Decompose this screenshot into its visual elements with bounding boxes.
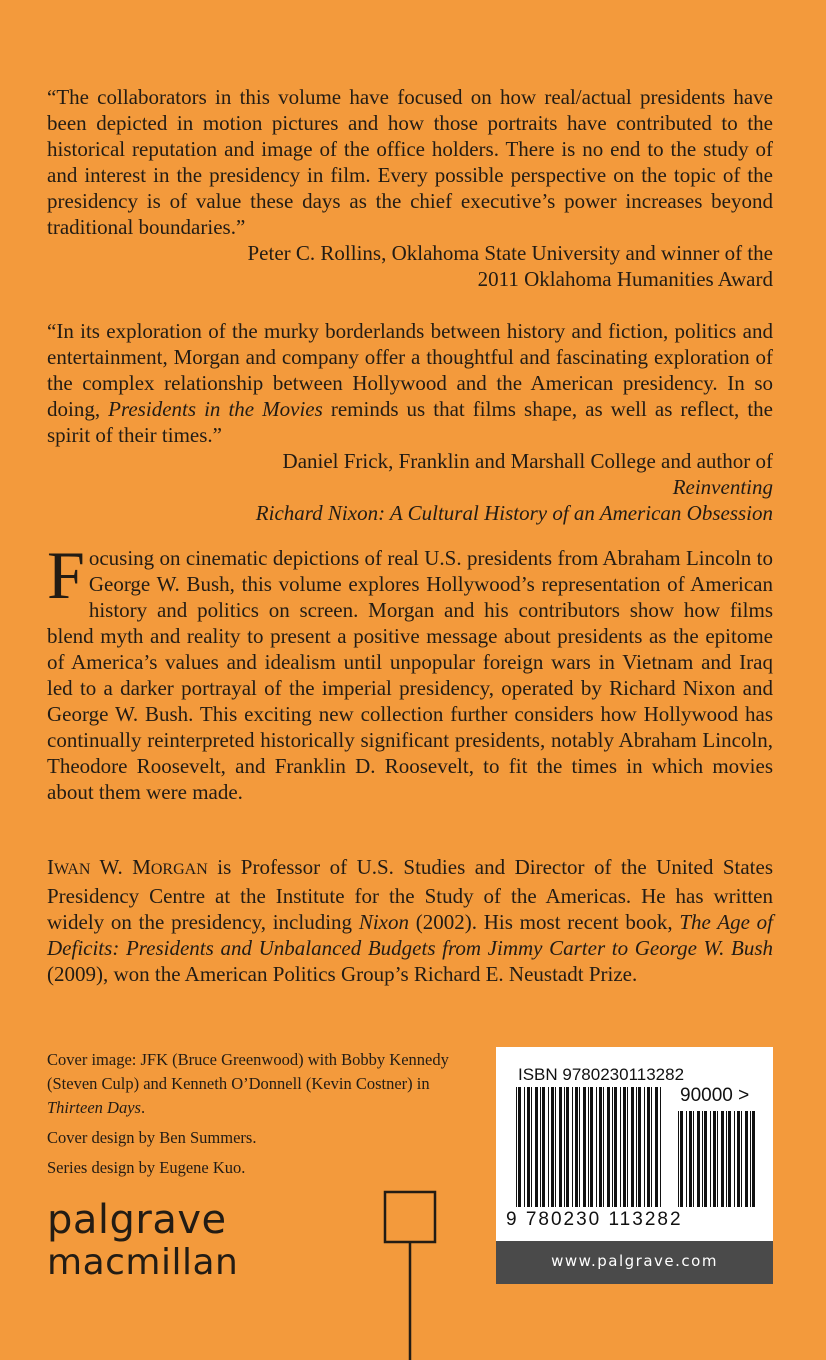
quote-1-attribution-line-1: Peter C. Rollins, Oklahoma State University and winner of the [247,241,773,265]
isbn-label: ISBN 9780230113282 [518,1065,685,1084]
author-name [47,855,208,879]
author-name-organ: ORGAN [150,861,208,878]
cover-image-credit-text: Cover image: JFK (Bruce Greenwood) with Bobby Kennedy (Steven Culp) and Kenneth O’Donnell (Kevin Costner) in [47,1050,449,1093]
cover-image-credit-end: . [140,1098,146,1117]
endorsement-quote-2 [47,318,773,526]
isbn-barcode [496,1047,773,1284]
quote-2-attribution-title-a: Reinventing [672,475,773,499]
drop-cap: F [47,537,85,613]
endorsement-quote-1 [47,84,773,292]
book-description [47,537,773,805]
quote-2-attribution-line-1 [47,448,773,500]
quote-2-attribution-title-b: Richard Nixon: A Cultural History of an American Obsession [255,501,773,525]
cover-design-credit: Cover design by Ben Summers. [47,1128,257,1147]
quote-2-text [47,318,773,448]
cover-credits [47,1048,467,1186]
description-text: ocusing on cinematic depictions of real U.S. presidents from Abraham Lincoln to George W. Bush, this volume explores Hollywood’s representation of American history and politics on screen. Morgan and his contributors show how films blend myth and reality to present a positive message about presidents as the epitome of America’s values and idealism until unpopular foreign wars in Vietnam and Iraq led to a darker portrayal of the imperial presidency, operated by Richard Nixon and George W. Bush. This exciting new collection further considers how Hollywood has continually reinterpreted historically significant presidents, notably Abraham Lincoln, Theodore Roosevelt, and Franklin D. Roosevelt, to fit the times in which movies about them were made. [47,546,773,804]
cover-image-credit [47,1048,467,1120]
bio-text-c: (2009), won the American Politics Group’s Richard E. Neustadt Prize. [47,962,638,986]
quote-1-attribution [47,240,773,292]
publisher-logo [47,1198,238,1284]
publisher-name-line-2: macmillan [47,1242,239,1283]
quote-1-attribution-line-2: 2011 Oklahoma Humanities Award [477,267,773,291]
author-name-wan: WAN [54,861,91,878]
bio-book-2: The Age of Deficits: Presidents and Unbalanced Budgets from Jimmy Carter to George W. Bush [47,910,774,960]
author-name-w: W. M [90,855,151,879]
bio-text-a: is Professor of U.S. Studies and Director of the United States Presidency Centre at the Institute for the Study of the Americas. He has written widely on the presidency, including [47,855,773,934]
quote-2-text-b: reminds us that films shape, as well as reflect, the spirit of their times.” [47,397,773,447]
quote-2-book-title: Presidents in the Movies [108,397,323,421]
ean-digits: 9 780230 113282 [506,1209,683,1230]
quote-2-text-a: “In its exploration of the murky borderlands between history and fiction, politics and entertainment, Morgan and company offer a thoughtful and fascinating exploration of the complex relationship between Hollywood and the American presidency. In so doing, [47,319,773,421]
publisher-url-bar [496,1241,773,1284]
publisher-emblem-icon [383,1190,443,1360]
publisher-name-line-1: palgrave [47,1197,227,1243]
quote-2-attribution [47,448,773,526]
bio-text-b: (2002). His most recent book, [408,910,680,934]
cover-image-film-title: Thirteen Days [47,1098,141,1117]
publisher-url: www.palgrave.com [551,1252,718,1270]
bio-book-1: Nixon [358,910,409,934]
quote-1-text: “The collaborators in this volume have focused on how real/actual presidents have been depicted in motion pictures and how those portraits have contributed to the historical reputation and image of the office holders. There is no end to the study of and interest in the presidency in film. Every possible perspective on the topic of the presidency is of value these days as the chief executive’s power increases beyond traditional boundaries.” [47,85,773,239]
quote-2-attribution-text: Daniel Frick, Franklin and Marshall College and author of [282,449,773,473]
series-design-credit: Series design by Eugene Kuo. [47,1158,246,1177]
price-code: 90000 > [680,1085,750,1106]
author-bio [47,854,773,987]
author-name-i: I [47,855,54,879]
